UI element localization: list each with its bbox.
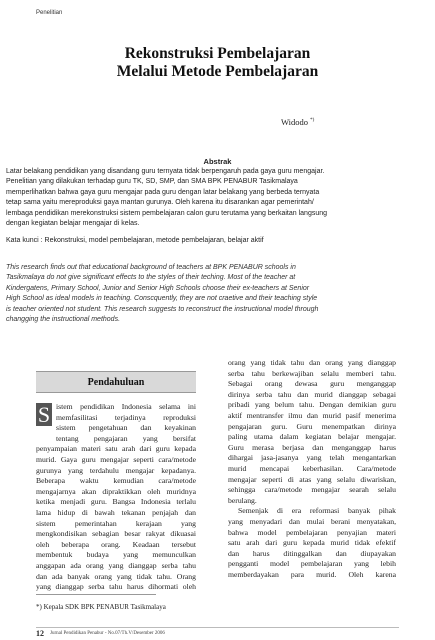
page-number: 12: [36, 629, 44, 638]
body-line: dan harus ditinggalkan dan diupayakan: [228, 548, 396, 558]
section-heading-box: [36, 371, 196, 393]
body-line: Beberapa waktu kemudian cara/metode: [36, 476, 196, 486]
author: [281, 117, 314, 127]
body-line: mengajar seperti di atas yang selalu diwariskan,: [228, 474, 396, 484]
abstract-heading: Abstrak: [203, 157, 232, 166]
body-line: pengganti model pembelajaran yang lebih: [228, 559, 396, 569]
body-line: bahwa model pembelajaran penyajian materi: [228, 527, 396, 537]
body-line: gurunya yang terdahulu mengajar kepadanya.: [36, 465, 196, 475]
body-line: yang dianggap serba tahu harus dihormati oleh: [36, 582, 196, 592]
body-line: memfasilitasi terjadinya reproduksi: [56, 412, 196, 422]
english-abstract-line: High School as ideal models in teaching. Conscquently, they are not craetive and their teaching style: [6, 295, 318, 303]
english-abstract-line: changging the instructional methods.: [6, 316, 121, 324]
body-line: mengajarnya akan dipraktikkan oleh muridnya: [36, 486, 196, 496]
english-abstract-line: This research finds out that educational background of teachers at BPK PENABUR schools in: [6, 264, 296, 271]
body-line: pribadi yang belum tahu. Dengan demikian guru: [228, 400, 396, 410]
abstract-line: Penelitian yang dilakukan terhadap guru TK, SD, SMP, dan SMA BPK PENABUR Tasikmalaya: [6, 178, 298, 186]
body-line: Guru merasa berjasa dan menganggap harus: [228, 442, 396, 452]
body-line: aktif mentransfer ilmu dan murid pasif menerima: [228, 410, 396, 420]
body-line: istem pendidikan Indonesia selama ini: [56, 402, 196, 411]
body-line: murid mencapai keberhasilan. Cara/metode: [228, 463, 396, 473]
abstract-line: dengan kegiatan belajar mengajar di kelas.: [6, 220, 140, 228]
author-name: Widodo: [281, 117, 309, 127]
abstract-line: Latar belakang pendidikan yang disandang guru ternyata tidak berpengaruh pada gaya guru mengajar.: [6, 168, 325, 175]
body-line: mengkondisikan sebagian besar rakyat dikuasai: [36, 529, 196, 539]
right-column-text: [228, 358, 396, 580]
body-line: lama hidup di bawah tekanan penjajah dan: [36, 507, 196, 517]
body-line: tentang pengajaran yang bersifat: [56, 433, 196, 443]
body-line: murid. Gaya guru mengajar seperti cara/metode: [36, 454, 196, 464]
footer-divider: [36, 627, 399, 628]
abstract-line: tetap sama yaitu mereproduksi gaya mantan gurunya. Oleh karena itu disarankan agar pemerintah/: [6, 199, 314, 207]
body-line: oleh beberapa orang. Keadaan tersebut: [36, 539, 196, 549]
article-title-line-2: Melalui Metode Pembelajaran: [116, 63, 319, 80]
drop-cap: S: [37, 402, 51, 427]
body-line: ketika menjadi guru. Bangsa Indonesia terlalu: [36, 497, 196, 507]
body-line: berulang.: [228, 495, 257, 505]
body-line: serba tahu berkewajiban selalu memberi tahu.: [228, 368, 396, 378]
body-line: Sebagai orang dewasa guru menganggap: [228, 379, 396, 389]
body-line: membentuk budaya yang memunculkan: [36, 550, 196, 560]
article-title-line-1: Rekonstruksi Pembelajaran: [124, 45, 311, 62]
footnote: *) Kepala SDK BPK PENABUR Tasikmalaya: [36, 603, 166, 611]
body-line: yang menyadari dan mulai berani menyatakan,: [228, 516, 396, 526]
body-line: paling utama dalam kegiatan belajar mengajar.: [228, 432, 396, 442]
english-abstract: [6, 263, 428, 325]
left-column-text: [36, 402, 196, 593]
abstract-line: lembaga pendidikan merekonstruksi sistem pembelajaran calon guru terutama yang berkaitan langsung: [6, 209, 328, 217]
body-line: memberdayakan para murid. Oleh karena: [228, 569, 396, 579]
body-line: orang yang tidak tahu dan orang yang dianggap: [228, 358, 396, 367]
section-heading: Pendahuluan: [87, 376, 145, 388]
body-line: penyampaian materi satu arah dari guru kepada: [36, 444, 196, 454]
author-footnote-mark: *): [310, 118, 315, 124]
abstract-body: [6, 167, 428, 229]
running-head: Penelitian: [36, 10, 63, 16]
footnote-divider: [36, 594, 156, 595]
body-line: dihargai jasa-jasanya yang telah mengantarkan: [228, 453, 396, 463]
body-line: pengajaran guru. Guru menempatkan dirinya: [228, 421, 396, 431]
abstract-line: memperlihatkan bahwa gaya guru mengajar pada guru dengan latar belakang yang berbeda ternyata: [6, 188, 320, 196]
body-line: Semenjak di era reformasi banyak pihak: [238, 506, 396, 516]
body-line: sehingga cara/metode mengajar searah selalu: [228, 485, 396, 495]
body-line: dirinya serba tahu dan murid dianggap sebagai: [228, 389, 396, 399]
body-line: anggapan ada orang yang dianggap serba tahu: [36, 560, 196, 570]
keywords: Kata kunci : Rekonstruksi, model pembelajaran, metode pembelajaran, belajar aktif: [6, 237, 264, 244]
body-line: sistem pemerintahan kerajaan yang: [36, 518, 196, 528]
body-line: sistem pengetahuan dan keyakinan: [56, 423, 196, 433]
english-abstract-line: Tasikmalaya do not give significant effects to the styles of their teching. Most of the teacher at: [6, 274, 296, 282]
journal-footer: Jurnal Pendidikan Penabur - No.07/Th.V/Desember 2006: [50, 631, 165, 636]
body-line: satu arah dari guru kepada murid tidak efektif: [228, 538, 396, 548]
body-line: dan ada banyak orang yang tidak tahu. Orang: [36, 571, 196, 581]
english-abstract-line: Kindergatens, Primary School, Junior and Senior High Schools choose their ex-teachers at Senior: [6, 284, 310, 292]
english-abstract-line: is teacher oriented not student. This research suggests to reconstruct the instructional model through: [6, 305, 319, 313]
